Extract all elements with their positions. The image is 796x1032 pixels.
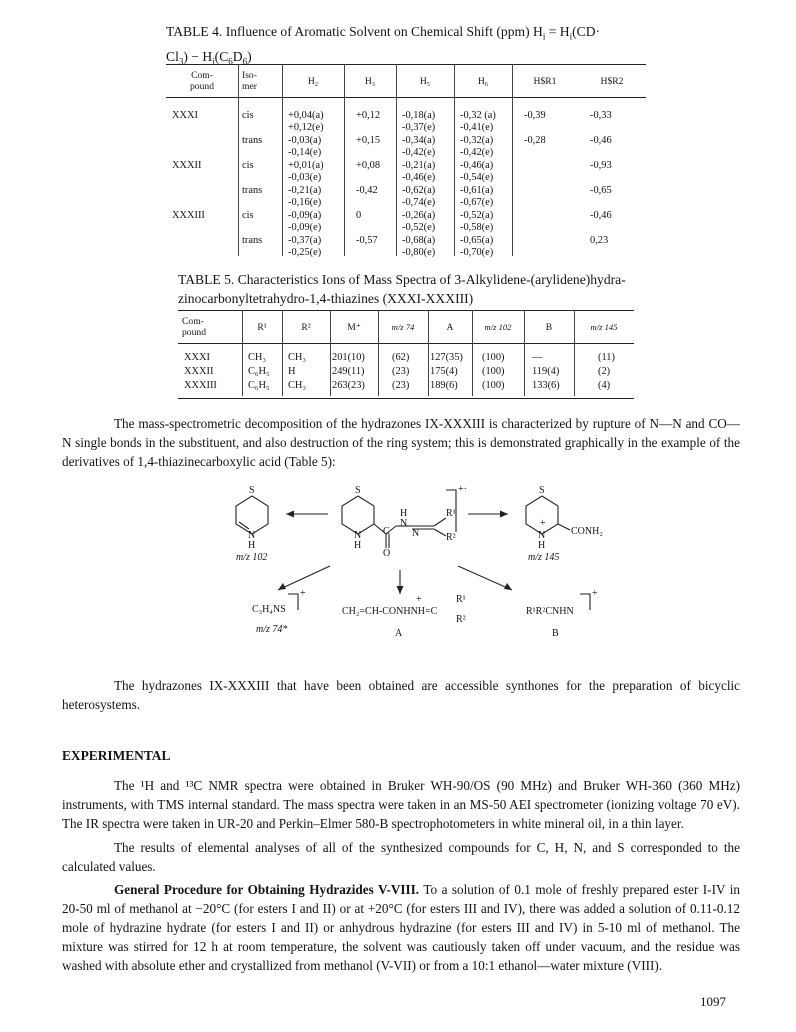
table4-cell-hr2: 0,23 bbox=[590, 235, 609, 246]
table4-cell-hr2: -0,33 bbox=[590, 110, 612, 121]
table4-cell-value: -0,18(a) bbox=[402, 110, 436, 121]
table4-cell-value: -0,32(a) bbox=[460, 135, 494, 146]
table4-cell-value: -0,32 (a) bbox=[460, 110, 496, 121]
table5-cell-r1: C₆H₅ bbox=[248, 380, 270, 391]
table4-cell-compound: XXXII bbox=[172, 160, 202, 171]
table4-cell-h5 bbox=[402, 135, 435, 159]
atom-n: N bbox=[400, 518, 408, 529]
charge-plus: + bbox=[300, 588, 306, 599]
arrowhead bbox=[397, 586, 404, 594]
table5-cell-a: 127(35) bbox=[430, 352, 463, 363]
table5-cell-mz74: (23) bbox=[392, 366, 410, 377]
table4-cell-value: -0,03(a) bbox=[288, 135, 322, 146]
table4-title-sub: 6 bbox=[242, 56, 248, 67]
table5-header-mz74: m/z 74 bbox=[391, 322, 415, 332]
table5-cell-b: 119(4) bbox=[532, 366, 560, 377]
table4-cell-value: -0,03(e) bbox=[288, 172, 322, 183]
label-mz145: m/z 145 bbox=[528, 552, 560, 563]
table5-cell-b: — bbox=[532, 352, 543, 363]
charge-plus: + bbox=[416, 594, 422, 605]
atom-n: N bbox=[412, 528, 420, 539]
table4-cell-isomer: trans bbox=[242, 135, 263, 146]
table4-cell-value: -0,68(a) bbox=[402, 235, 436, 246]
table4-cell-isomer: cis bbox=[242, 210, 254, 221]
table5-header-compound bbox=[182, 311, 242, 343]
table4-cell-hr2: -0,65 bbox=[590, 185, 612, 196]
table4-cell-value: -0,21(a) bbox=[402, 160, 436, 171]
table4-header-hr1: H$R1 bbox=[533, 75, 557, 87]
table4-cell-value: -0,52(a) bbox=[460, 210, 494, 221]
label-a: A bbox=[395, 628, 403, 639]
table4-cell-h3: 0 bbox=[356, 210, 362, 221]
table4-cell-value: -0,25(e) bbox=[288, 247, 322, 258]
atom-h: H bbox=[400, 508, 408, 519]
table5-cell-compound: XXXIII bbox=[184, 380, 217, 391]
table5-cell-r2: H bbox=[288, 366, 296, 377]
table5-header-r2: R² bbox=[301, 321, 311, 333]
table4-cell-h3: +0,08 bbox=[356, 160, 381, 171]
table4-cell-value: -0,16(e) bbox=[288, 197, 322, 208]
table4-cell-h6 bbox=[460, 185, 493, 209]
table4-cell-h6 bbox=[460, 160, 493, 184]
table4-column-rule bbox=[344, 64, 345, 256]
table4-cell-h5 bbox=[402, 210, 435, 234]
table4-column-rule bbox=[396, 64, 397, 256]
header-text: pound bbox=[182, 327, 206, 338]
table4-title-sub: i bbox=[542, 31, 546, 42]
table4-cell-value: -0,21(a) bbox=[288, 185, 322, 196]
table4-cell-isomer: cis bbox=[242, 110, 254, 121]
label-mz74: m/z 74* bbox=[256, 624, 288, 635]
table4-title-text: (C bbox=[214, 48, 229, 64]
table5-caption bbox=[178, 270, 648, 308]
table5-title-line: zinocarbonyltetrahydro-1,4-thiazines (XXXI-XXXIII) bbox=[178, 291, 474, 306]
table5-column-rule bbox=[428, 310, 429, 396]
table4-title-sub: i bbox=[569, 31, 573, 42]
table4-cell-value: -0,52(e) bbox=[402, 222, 436, 233]
table4-cell-value: -0,80(e) bbox=[402, 247, 436, 258]
table4-cell-compound: XXXI bbox=[172, 110, 198, 121]
header-text: Com- bbox=[182, 316, 204, 327]
table4-cell-value: -0,42(e) bbox=[402, 147, 436, 158]
table4-cell-hr2: -0,46 bbox=[590, 135, 612, 146]
bracket bbox=[580, 594, 590, 610]
procedure-text: To a solution of 0.1 mole of freshly prepared ester I-IV in 20-50 ml of methanol at −20°C (for esters I and II) or at +20°C (for esters III and IV), there was added a solution of 0.11-0.12 mole of hydrazine hydrate (for esters I and II) or anhydrous hydrazine (for esters III and IV) in 5-10 ml of methanol. The mixture was stirred for 12 h at room temperature, the solvent was cautiously taken off under vacuum, and the residue was washed with absolute ether and crystallized from methanol (V-VII) or from a 10:1 ethanol—water mixture (VIII). bbox=[62, 882, 740, 973]
table4-cell-h3: +0,12 bbox=[356, 110, 381, 121]
paragraph-nmr: The ¹H and ¹³C NMR spectra were obtained in Bruker WH-90/OS (90 MHz) and Bruker WH-360 (360 MHz) instruments, with TMS internal standard. The mass spectra were taken in an MS-50 AEI spectrometer (ionizing voltage 70 eV). The IR spectra were taken in UR-20 and Perkin–Elmer 580-B spectrophotometers in white mineral oil, in a thin layer. bbox=[62, 778, 740, 831]
table4-title-text: = H bbox=[545, 24, 570, 39]
arrowhead bbox=[500, 511, 508, 518]
table4-cell-value: -0,14(e) bbox=[288, 147, 322, 158]
table4-header-h5: H₅ bbox=[419, 75, 431, 87]
bond bbox=[434, 529, 446, 536]
procedure-title: General Procedure for Obtaining Hydrazides V-VIII. bbox=[114, 882, 420, 897]
table4-cell-value: +0,12(e) bbox=[288, 122, 324, 133]
atom-n: N bbox=[248, 530, 256, 541]
table5-cell-r2: CH₃ bbox=[288, 352, 307, 363]
table4-header-h3: H₃ bbox=[364, 75, 376, 87]
table4-title-text: (CD· bbox=[572, 24, 601, 39]
table4-cell-value: +0,01(a) bbox=[288, 160, 324, 171]
section-heading-experimental: EXPERIMENTAL bbox=[62, 748, 171, 763]
table4-header-h6: H₆ bbox=[477, 75, 489, 87]
table4-title-sub: 3 bbox=[178, 56, 184, 67]
arrowhead bbox=[286, 511, 294, 518]
substituent-r1: R¹ bbox=[446, 508, 456, 519]
table4-cell-hr1: -0,39 bbox=[524, 110, 546, 121]
table4-column-rule bbox=[454, 64, 455, 256]
label-mz102: m/z 102 bbox=[236, 552, 268, 563]
table4-cell-h5 bbox=[402, 110, 435, 134]
substituent-r2: R² bbox=[446, 532, 456, 543]
fragment-c3h4ns: C₃H₄NS bbox=[252, 604, 286, 615]
table5-cell-m: 201(10) bbox=[332, 352, 365, 363]
table5-column-rule bbox=[574, 310, 575, 396]
table5-cell-b: 133(6) bbox=[532, 380, 560, 391]
table5-cell-mz145: (4) bbox=[598, 380, 611, 391]
table5-title-line: TABLE 5. Characteristics Ions of Mass Spectra of 3-Alkylidene-(arylidene)hydra- bbox=[178, 272, 626, 287]
table4-cell-h3: -0,42 bbox=[356, 185, 378, 196]
bond bbox=[558, 524, 570, 530]
table5-cell-mz102: (100) bbox=[482, 380, 505, 391]
table5-header-b: B bbox=[545, 321, 553, 333]
table5-cell-mz102: (100) bbox=[482, 366, 505, 377]
fragment-b: R¹R²CNHN bbox=[526, 606, 574, 617]
table4-cell-value: -0,42(e) bbox=[460, 147, 494, 158]
table4-cell-h5 bbox=[402, 235, 435, 259]
table5-header-mz145: m/z 145 bbox=[590, 322, 618, 332]
bond bbox=[434, 518, 446, 526]
atom-s: S bbox=[355, 485, 361, 496]
table4-cell-h6 bbox=[460, 210, 493, 234]
table4-cell-value: -0,58(e) bbox=[460, 222, 494, 233]
table4-cell-value: -0,37(a) bbox=[288, 235, 322, 246]
table4-title-text: TABLE 4. Influence of Aromatic Solvent on Chemical Shift (ppm) H bbox=[166, 24, 543, 39]
table4-column-rule bbox=[512, 64, 513, 256]
table5-cell-r1: CH₃ bbox=[248, 352, 267, 363]
double-bond bbox=[239, 522, 249, 529]
table4-cell-hr1: -0,28 bbox=[524, 135, 546, 146]
table4-cell-h6 bbox=[460, 135, 493, 159]
paragraph-analysis: The results of elemental analyses of all of the synthesized compounds for C, H, N, and S corresponded to the calculated values. bbox=[62, 840, 740, 874]
table5-cell-a: 189(6) bbox=[430, 380, 458, 391]
table4-cell-h5 bbox=[402, 160, 435, 184]
table4-header-h2: H₂ bbox=[307, 75, 319, 87]
table4-cell-value: -0,61(a) bbox=[460, 185, 494, 196]
table5-column-rule bbox=[378, 310, 379, 396]
thiazine-ring-left bbox=[236, 496, 268, 534]
bracket bbox=[288, 594, 298, 610]
table5-cell-a: 175(4) bbox=[430, 366, 458, 377]
table4-cell-h2 bbox=[288, 185, 321, 209]
atom-s: S bbox=[539, 485, 545, 496]
table4-cell-value: -0,09(e) bbox=[288, 222, 322, 233]
table4-cell-h2 bbox=[288, 135, 321, 159]
table5-header bbox=[178, 310, 634, 344]
table4-cell-hr2: -0,46 bbox=[590, 210, 612, 221]
table5-header-a: A bbox=[446, 321, 454, 333]
table5-cell-mz145: (11) bbox=[598, 352, 615, 363]
atom-o: O bbox=[383, 548, 391, 559]
atom-h: H bbox=[538, 540, 546, 551]
table5-header-r1: R¹ bbox=[257, 321, 267, 333]
table4-cell-value: +0,04(a) bbox=[288, 110, 324, 121]
atom-s: S bbox=[249, 485, 255, 496]
table4-title-sub: 6 bbox=[228, 56, 233, 67]
table4-cell-isomer: trans bbox=[242, 235, 263, 246]
table5-column-rule bbox=[472, 310, 473, 396]
paragraph-mass-spectrometry: The mass-spectrometric decomposition of the hydrazones IX-XXXIII is characterized by rupture of N—N and CO—N single bonds in the substituent, and also destruction of the ring system; this is demonstrated graphically in the example of the derivatives of 1,4-thiazinecarboxylic acid (Table 5): bbox=[62, 416, 740, 469]
substituent-r2: R² bbox=[456, 614, 466, 625]
substituent-r1: R¹ bbox=[456, 594, 466, 605]
atom-c: C bbox=[383, 526, 390, 537]
table5-cell-mz74: (23) bbox=[392, 380, 410, 391]
table5-column-rule bbox=[524, 310, 525, 396]
fragment-a: CH₂=CH-CONHNH=C bbox=[342, 606, 438, 617]
table4-header-hr2: H$R2 bbox=[600, 75, 624, 87]
table5-column-rule bbox=[282, 310, 283, 396]
table4-cell-value: -0,09(a) bbox=[288, 210, 322, 221]
table4-cell-h2 bbox=[288, 210, 321, 234]
table5-cell-r1: C₆H₅ bbox=[248, 366, 270, 377]
atom-h: H bbox=[248, 540, 256, 551]
table4-cell-isomer: cis bbox=[242, 160, 254, 171]
header-text: Com- bbox=[191, 70, 213, 81]
table4-cell-value: -0,46(a) bbox=[460, 160, 494, 171]
table4-cell-h2 bbox=[288, 110, 324, 134]
header-text: pound bbox=[190, 81, 214, 92]
table4-cell-value: -0,26(a) bbox=[402, 210, 436, 221]
arrow-down-left bbox=[278, 566, 330, 590]
label-b: B bbox=[552, 628, 559, 639]
arrow-down-right bbox=[458, 566, 512, 590]
table4-cell-h2 bbox=[288, 235, 321, 259]
table4-cell-value: -0,67(e) bbox=[460, 197, 494, 208]
table4-cell-compound: XXXIII bbox=[172, 210, 205, 221]
table5-cell-mz145: (2) bbox=[598, 366, 611, 377]
table5-cell-r2: CH₃ bbox=[288, 380, 307, 391]
table4-cell-value: -0,74(e) bbox=[402, 197, 436, 208]
radical-cation-sign: +· bbox=[458, 484, 467, 495]
table4-cell-h6 bbox=[460, 235, 493, 259]
table5-column-rule bbox=[242, 310, 243, 396]
table5-cell-m: 263(23) bbox=[332, 380, 365, 391]
table5-column-rule bbox=[330, 310, 331, 396]
atom-n: N bbox=[354, 530, 362, 541]
paragraph-procedure bbox=[62, 880, 740, 975]
table4-column-rule bbox=[282, 64, 283, 256]
atom-n: N bbox=[538, 530, 546, 541]
atom-h: H bbox=[354, 540, 362, 551]
table4-cell-value: -0,37(e) bbox=[402, 122, 436, 133]
thiazine-ring-center bbox=[342, 496, 374, 534]
table4-title-sub: i bbox=[212, 56, 215, 67]
charge-plus: + bbox=[592, 588, 598, 599]
table4-cell-value: -0,41(e) bbox=[460, 122, 494, 133]
table4-cell-value: -0,34(a) bbox=[402, 135, 436, 146]
table4-cell-isomer: trans bbox=[242, 185, 263, 196]
table5-header-m: M⁺ bbox=[347, 321, 361, 333]
charge-plus: + bbox=[540, 518, 546, 529]
table4-cell-value: -0,70(e) bbox=[460, 247, 494, 258]
header-text: Iso- bbox=[242, 70, 257, 81]
table4 bbox=[166, 64, 646, 258]
page-number: 1097 bbox=[700, 994, 726, 1009]
table4-cell-value: -0,46(e) bbox=[402, 172, 436, 183]
table4-cell-value: -0,54(e) bbox=[460, 172, 494, 183]
table5-cell-m: 249(11) bbox=[332, 366, 365, 377]
table4-cell-h3: -0,57 bbox=[356, 235, 378, 246]
table4-cell-value: -0,62(a) bbox=[402, 185, 436, 196]
table4-cell-h2 bbox=[288, 160, 324, 184]
table5-cell-compound: XXXII bbox=[184, 366, 214, 377]
table4-cell-h6 bbox=[460, 110, 496, 134]
fragmentation-scheme bbox=[190, 482, 640, 650]
table5-cell-compound: XXXI bbox=[184, 352, 210, 363]
table4-column-rule bbox=[238, 64, 239, 256]
table4-cell-h3: +0,15 bbox=[356, 135, 381, 146]
table4-cell-h5 bbox=[402, 185, 435, 209]
table5-header-mz102: m/z 102 bbox=[484, 322, 512, 332]
table4-cell-hr2: -0,93 bbox=[590, 160, 612, 171]
table4-title-text: ) − H bbox=[183, 48, 213, 64]
table4-title-text: ) bbox=[247, 48, 252, 64]
table4-cell-value: -0,65(a) bbox=[460, 235, 494, 246]
substituent-conh2: CONH₂ bbox=[571, 526, 603, 537]
table4-header-compound bbox=[166, 65, 238, 97]
table4-title-text: Cl bbox=[166, 48, 179, 64]
table5-cell-mz74: (62) bbox=[392, 352, 410, 363]
table4-header-isomer bbox=[238, 65, 286, 97]
table5-cell-mz102: (100) bbox=[482, 352, 505, 363]
table5-body bbox=[178, 344, 634, 399]
paragraph-synthones: The hydrazones IX-XXXIII that have been obtained are accessible synthones for the preparation of bicyclic heterosystems. bbox=[62, 678, 740, 712]
table5 bbox=[178, 310, 634, 399]
table4-title-text: D bbox=[232, 48, 243, 64]
header-text: mer bbox=[242, 81, 257, 92]
